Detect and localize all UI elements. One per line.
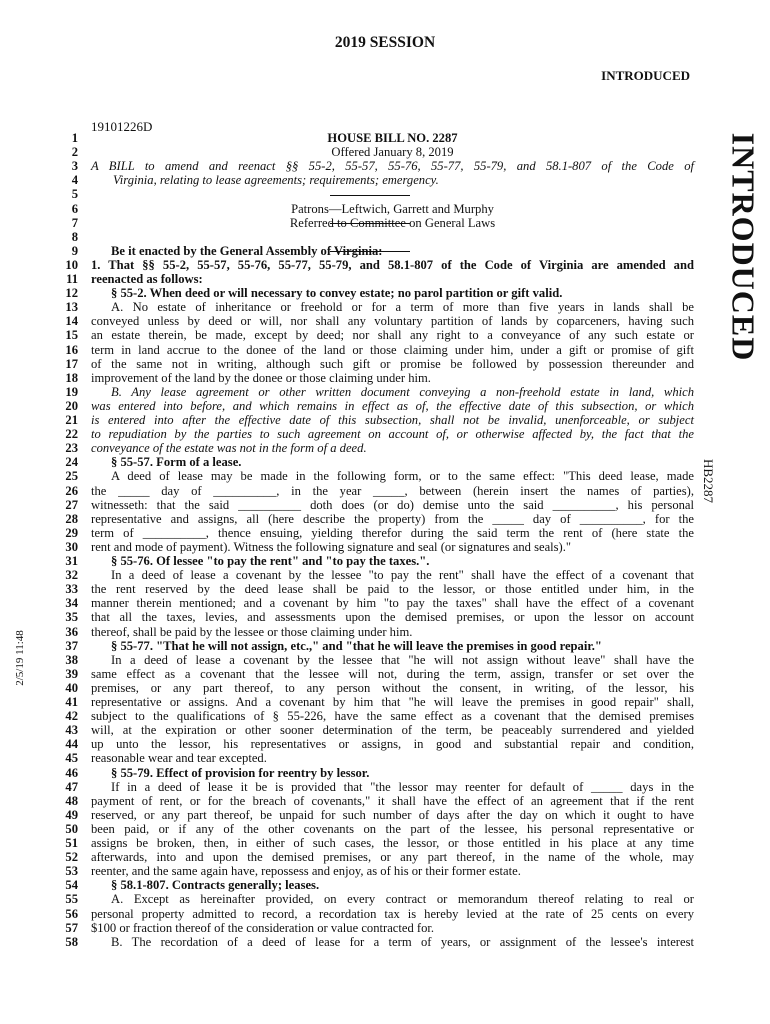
bill-line	[40, 159, 694, 173]
line-text: Be it enacted by the General Assembly of Virginia:	[111, 243, 383, 258]
bill-line	[40, 780, 694, 794]
bill-line	[40, 907, 694, 921]
bill-line	[40, 892, 694, 906]
line-text: § 55-77. "That he will not assign, etc.," and "that he will leave the premises in good repair."	[111, 638, 602, 653]
bill-line	[40, 300, 694, 314]
vertical-bill-code: HB2287	[701, 458, 716, 504]
line-text: If in a deed of lease it be is provided that "the lessor may reenter for default of _____ days in the	[111, 779, 694, 794]
bill-line	[40, 554, 694, 568]
bill-line	[40, 484, 694, 498]
bill-line	[40, 921, 694, 935]
bill-line	[40, 272, 694, 286]
line-number: 2	[71, 145, 78, 160]
bill-line	[40, 653, 694, 667]
line-text: $100 or fraction thereof of the consideration or value contracted for.	[91, 920, 435, 935]
bill-line	[40, 596, 694, 610]
line-number: 16	[65, 342, 78, 357]
line-number: 4	[71, 173, 78, 188]
bill-line	[40, 808, 694, 822]
patrons-text: Patrons—Leftwich, Garrett and Murphy	[291, 202, 494, 216]
bill-line	[40, 681, 694, 695]
bill-line	[40, 498, 694, 512]
line-text: of the same not in writing, although such gift or promise be followed by possession thereunder and	[91, 356, 694, 371]
bill-line	[40, 328, 694, 342]
line-number: 24	[65, 455, 78, 470]
bill-line	[40, 822, 694, 836]
line-number: 13	[65, 300, 78, 315]
bill-line	[40, 399, 694, 413]
bill-line	[40, 836, 694, 850]
line-text: Referred to Committee on General Laws	[289, 215, 496, 230]
line-text: representative or assigns. And a covenant by him that "he will leave the premises in good repair" shall,	[91, 695, 694, 709]
line-number: 14	[65, 314, 78, 329]
line-text: A deed of lease may be made in the following form, or to the same effect: "This deed lease, made	[111, 469, 694, 484]
bill-line	[40, 230, 694, 244]
line-number: 33	[65, 582, 78, 597]
line-text: to repudiation by the parties to such agreement on account of, or otherwise affected by, the fact that the	[91, 427, 694, 442]
status-label: INTRODUCED	[601, 68, 690, 83]
bill-line	[40, 568, 694, 582]
bill-line	[40, 850, 694, 864]
line-text: improvement of the land by the donee or those claiming under him.	[91, 370, 431, 385]
line-number: 35	[65, 610, 78, 625]
line-number: 20	[65, 398, 78, 413]
line-text: assigns be broken, then, in either of such cases, the lessor, or those entitled in his place at any time	[91, 836, 694, 850]
line-number: 11	[66, 272, 78, 286]
line-text: was entered into before, and which remains in effect as of, the effective date of this subsection, or which	[91, 398, 694, 413]
line-number: 19	[65, 384, 78, 399]
vertical-status-stamp: INTRODUCED	[725, 132, 762, 362]
line-text: personal property admitted to record, a recordation tax is hereby levied at the rate of 25 cents on every	[91, 906, 694, 921]
bill-line	[40, 455, 694, 469]
bill-line	[40, 639, 694, 653]
line-text: the rent reserved by the deed lease shall be paid to the lessor, or those entitled under him, in the	[91, 582, 694, 597]
line-number: 28	[65, 511, 78, 526]
line-number: 45	[65, 751, 78, 766]
bill-line	[40, 737, 694, 751]
line-number: 57	[65, 920, 78, 935]
line-number: 53	[65, 864, 78, 879]
line-number: 22	[65, 427, 78, 442]
line-number: 6	[71, 201, 78, 216]
line-text: In a deed of lease a covenant by the lessee "to pay the rent" shall have the effect of a covenant that	[111, 568, 694, 583]
line-number: 27	[65, 497, 78, 512]
line-number: 39	[65, 666, 78, 681]
line-number: 17	[65, 356, 78, 371]
line-text: up unto the lessor, his representatives or assigns, in good and substantial repair and condition,	[91, 737, 694, 752]
line-text: In a deed of lease a covenant by the lessee that "he will not assign without leave" shall have the	[111, 652, 694, 667]
bill-line	[40, 540, 694, 554]
bill-line	[40, 512, 694, 526]
line-number: 44	[65, 737, 78, 752]
line-text: Offered January 8, 2019	[331, 145, 454, 160]
separator-rule	[330, 223, 410, 224]
line-text: reasonable wear and tear excepted.	[91, 751, 267, 766]
line-number: 58	[65, 934, 78, 949]
line-text: conveyed unless by deed or will, nor shall any voluntary partition of lands by coparceners, having such	[91, 314, 694, 329]
line-number: 51	[65, 836, 78, 850]
bill-line	[40, 794, 694, 808]
line-text: rent and mode of payment). Witness the following signature and seal (or signatures and seals)."	[91, 539, 572, 554]
line-number: 1	[71, 131, 78, 145]
line-text: subject to the qualifications of § 55-226, have the same effect as a covenant that the demised premises	[91, 709, 694, 724]
bill-line	[40, 357, 694, 371]
line-text: will, at the expiration or other sooner determination of the term, be peaceably surrendered and yielded	[91, 723, 694, 738]
vertical-timestamp: 2/5/19 11:48	[14, 630, 26, 686]
line-text: Virginia, relating to lease agreements; requirements; emergency.	[113, 173, 439, 188]
line-number: 56	[65, 906, 78, 921]
line-text: A BILL to amend and reenact §§ 55-2, 55-57, 55-76, 55-77, 55-79, and 58.1-807 of the Code of	[91, 159, 694, 174]
line-text: 1. That §§ 55-2, 55-57, 55-76, 55-77, 55-79, and 58.1-807 of the Code of Virginia are amended and	[91, 257, 694, 272]
bill-line	[40, 385, 694, 399]
line-number: 18	[65, 370, 78, 385]
patrons-line	[40, 202, 694, 216]
bill-line	[40, 695, 694, 709]
line-text: payment of rent, or for the breach of covenants," it shall have the effect of an agreement that if the rent	[91, 793, 694, 808]
line-number: 7	[71, 215, 78, 230]
bill-line	[40, 427, 694, 441]
line-text: premises, or any part thereof, to any person without the consent, in writing, of the lessor, his	[91, 680, 694, 695]
line-number: 29	[65, 525, 78, 540]
line-text: reenter, and the same again have, repossess and enjoy, as of his or their former estate.	[91, 864, 521, 879]
bill-line	[40, 371, 694, 385]
bill-line	[40, 343, 694, 357]
bill-line	[40, 131, 694, 145]
bill-line	[40, 173, 694, 187]
line-text: B. Any lease agreement or other written document conveying a non-freehold estate in land, which	[111, 384, 694, 399]
line-number: 23	[65, 441, 78, 456]
line-number: 47	[65, 779, 78, 794]
line-text: § 58.1-807. Contracts generally; leases.	[111, 878, 320, 893]
bill-line	[40, 625, 694, 639]
line-number: 50	[65, 821, 78, 836]
bill-line	[40, 582, 694, 596]
line-number: 5	[71, 187, 78, 202]
bill-line	[40, 145, 694, 159]
bill-line	[40, 878, 694, 892]
line-number: 46	[65, 765, 78, 780]
line-number: 31	[65, 554, 78, 568]
line-number: 54	[65, 878, 78, 893]
line-number: 42	[65, 709, 78, 724]
line-text: witnesseth: that the said __________ doth does (or do) demise unto the said __________, his personal	[91, 497, 694, 512]
line-number: 36	[65, 624, 78, 639]
document-number: 19101226D	[91, 119, 153, 134]
line-text: afterwards, into and upon the demised premises, or any part thereof, in the name of the whole, may	[91, 850, 694, 865]
line-text: manner therein mentioned; and a covenant by him "to pay the taxes" shall have the effect of a covenant	[91, 596, 694, 611]
line-text: is entered into after the effective date of this subsection, shall not be invalid, unenforceable, or subject	[91, 413, 694, 427]
line-text: § 55-2. When deed or will necessary to convey estate; no parol partition or gift valid.	[111, 286, 563, 301]
line-number: 10	[65, 257, 78, 272]
line-text: conveyance of the estate was not in the form of a deed.	[91, 441, 367, 456]
bill-line	[40, 413, 694, 427]
line-number: 55	[65, 892, 78, 907]
line-number: 32	[65, 568, 78, 583]
bill-line	[40, 441, 694, 455]
bill-line	[40, 258, 694, 272]
line-number: 37	[65, 638, 78, 653]
line-text: HOUSE BILL NO. 2287	[327, 131, 458, 145]
bill-line	[40, 751, 694, 765]
line-text: § 55-57. Form of a lease.	[111, 455, 242, 470]
line-number: 38	[65, 652, 78, 667]
line-text: been paid, or if any of the other covenants on the part of the lessee, his personal representative or	[91, 821, 694, 836]
line-number: 26	[65, 483, 78, 498]
bill-line	[40, 709, 694, 723]
line-number: 48	[65, 793, 78, 808]
line-number: 41	[65, 695, 78, 709]
line-number: 3	[71, 159, 78, 174]
line-text: representative and assigns, all (here describe the property) from the _____ day of __________, for the	[91, 511, 694, 526]
bill-line	[40, 864, 694, 878]
line-number: 12	[65, 286, 78, 301]
line-number: 30	[65, 539, 78, 554]
line-text: an estate therein, be made, except by deed; nor shall any right to a conveyance of any such estate or	[91, 328, 694, 343]
line-number: 15	[65, 328, 78, 343]
line-number: 25	[65, 469, 78, 484]
line-text: that all the taxes, levies, and assessments upon the demised premises, or upon the lessor on account	[91, 610, 694, 625]
line-text: § 55-76. Of lessee "to pay the rent" and "to pay the taxes.".	[111, 554, 430, 568]
line-number: 40	[65, 680, 78, 695]
line-number: 43	[65, 723, 78, 738]
bill-line	[40, 286, 694, 300]
bill-line	[40, 610, 694, 624]
line-number: 34	[65, 596, 78, 611]
line-text: reserved, or any part thereof, be unpaid for such number of days after the day on which it ought to have	[91, 807, 694, 822]
line-text: B. The recordation of a deed of lease for a term of years, or assignment of the lessee's interest	[111, 934, 694, 949]
line-number: 49	[65, 807, 78, 822]
bill-line	[40, 723, 694, 737]
line-text: the _____ day of __________, in the year _____, between (herein insert the names of parties),	[91, 483, 694, 498]
bill-line	[40, 526, 694, 540]
line-number: 21	[65, 413, 78, 427]
line-text: term in land accrue to the donee of the land or those claiming under him, under a gift or promise of gift	[91, 342, 694, 357]
bill-line	[40, 314, 694, 328]
line-number: 8	[71, 229, 78, 244]
line-number: 9	[71, 243, 78, 258]
line-text: § 55-79. Effect of provision for reentry by lessor.	[111, 765, 370, 780]
session-heading: 2019 SESSION	[334, 34, 436, 51]
bill-line	[40, 469, 694, 483]
line-text: A. No estate of inheritance or freehold or for a term of more than five years in lands shall be	[111, 300, 694, 315]
bill-line	[40, 667, 694, 681]
separator-rule	[330, 195, 410, 196]
line-text: term of __________, thence ensuing, yielding therefor during the said term the rent of (here state the	[91, 525, 694, 540]
line-text: thereof, shall be paid by the lessee or those claiming under him.	[91, 624, 413, 639]
bill-line	[40, 935, 694, 949]
separator-rule	[330, 251, 410, 252]
line-text: A. Except as hereinafter provided, on every contract or memorandum thereof relating to real or	[111, 892, 694, 907]
line-text: same effect as a covenant that the lessee will not, during the term, assign, transfer or set over the	[91, 666, 694, 681]
line-number: 52	[65, 850, 78, 865]
bill-line	[40, 766, 694, 780]
line-text: reenacted as follows:	[91, 272, 203, 286]
